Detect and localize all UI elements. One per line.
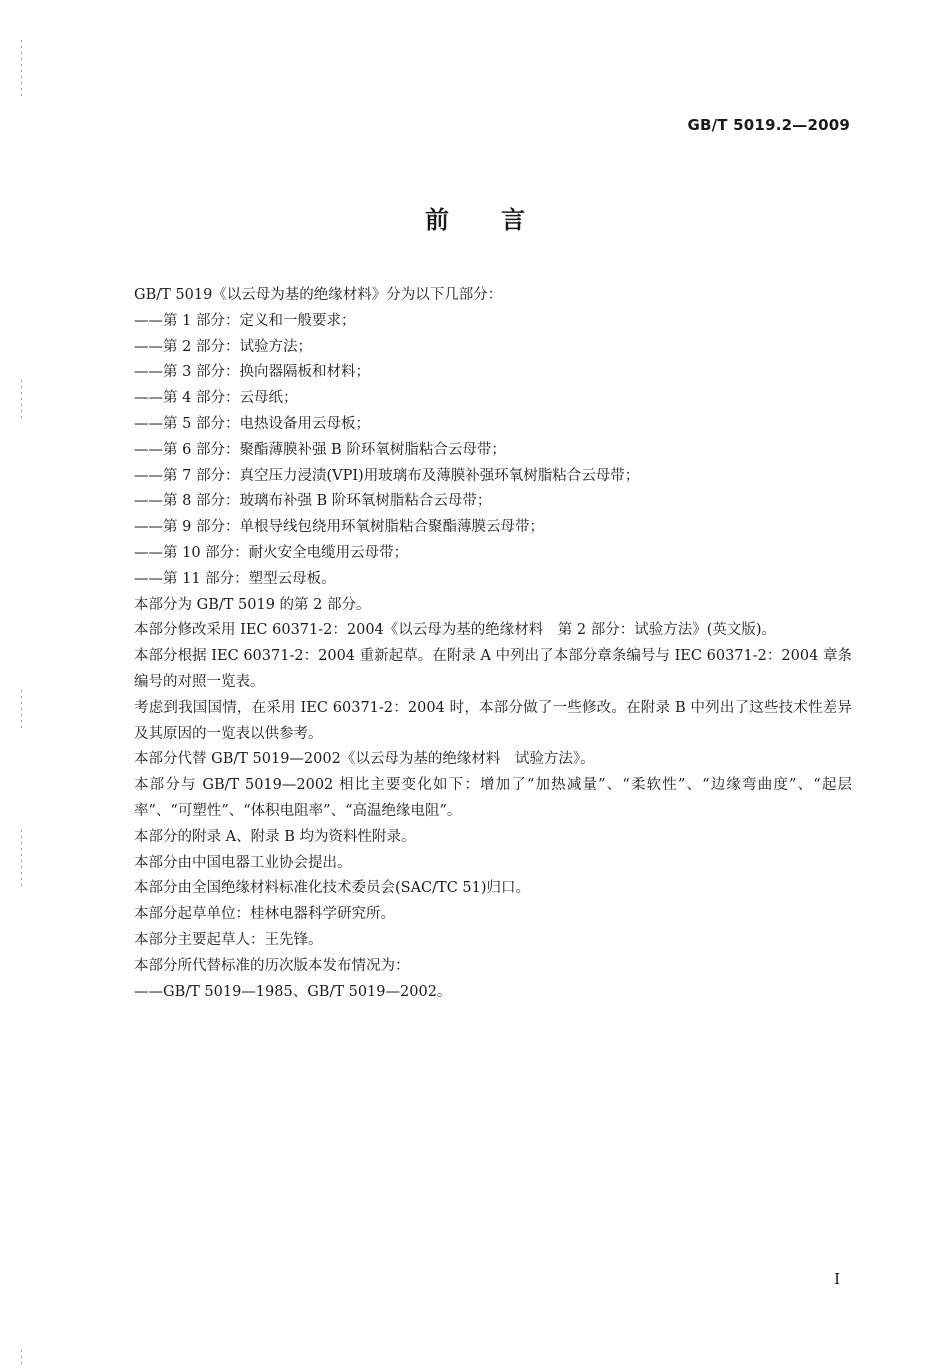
binding-mark <box>21 380 22 420</box>
paragraph: ——第 9 部分：单根导线包绕用环氧树脂粘合聚酯薄膜云母带； <box>134 519 544 536</box>
paragraph: ——第 8 部分：玻璃布补强 B 阶环氧树脂粘合云母带； <box>134 493 492 510</box>
page-title: 前言 <box>425 206 577 234</box>
paragraph: 本部分的附录 A、附录 B 均为资料性附录。 <box>134 828 416 845</box>
paragraph: 本部分与 GB/T 5019—2002 相比主要变化如下：增加了“加热减量”、“柔软性”、“边缘弯曲度”、“起层率”、“可塑性”、“体积电阻率”、“高温绝缘电阻”。 <box>134 777 852 819</box>
standard-code: GB/T 5019.2—2009 <box>687 116 850 134</box>
binding-mark <box>21 1350 22 1365</box>
paragraph: ——第 6 部分：聚酯薄膜补强 B 阶环氧树脂粘合云母带； <box>134 441 506 458</box>
paragraph: 本部分代替 GB/T 5019—2002《以云母为基的绝缘材料 试验方法》。 <box>134 751 595 768</box>
paragraph: 本部分所代替标准的历次版本发布情况为： <box>134 957 410 974</box>
binding-mark <box>21 830 22 890</box>
paragraph: 本部分由全国绝缘材料标准化技术委员会(SAC/TC 51)归口。 <box>134 880 531 897</box>
paragraph: ——第 7 部分：真空压力浸渍(VPI)用玻璃布及薄膜补强环氧树脂粘合云母带； <box>134 467 640 484</box>
paragraph: GB/T 5019《以云母为基的绝缘材料》分为以下几部分： <box>134 287 503 303</box>
paragraph: ——第 10 部分：耐火安全电缆用云母带； <box>134 544 409 561</box>
binding-mark <box>21 40 22 100</box>
paragraph: ——第 4 部分：云母纸； <box>134 390 298 407</box>
paragraph: ——第 5 部分：电热设备用云母板； <box>134 415 370 432</box>
paragraph: ——GB/T 5019—1985、GB/T 5019—2002。 <box>134 983 452 1000</box>
paragraph: 本部分为 GB/T 5019 的第 2 部分。 <box>134 596 371 613</box>
paragraph: ——第 3 部分：换向器隔板和材料； <box>134 364 370 381</box>
binding-mark <box>21 690 22 730</box>
paragraph: 本部分根据 IEC 60371-2：2004 重新起草。在附录 A 中列出了本部分章条编号与 IEC 60371-2：2004 章条编号的对照一览表。 <box>134 648 852 690</box>
foreword-body <box>98 283 852 1005</box>
paragraph: 考虑到我国国情，在采用 IEC 60371-2：2004 时，本部分做了一些修改。在附录 B 中列出了这些技术性差异及其原因的一览表以供参考。 <box>134 699 852 742</box>
paragraph: 本部分修改采用 IEC 60371-2：2004《以云母为基的绝缘材料 第 2 部分：试验方法》(英文版)。 <box>134 622 777 639</box>
paragraph: 本部分起草单位：桂林电器科学研究所。 <box>134 906 395 923</box>
paragraph: ——第 2 部分：试验方法； <box>134 338 312 355</box>
paragraph: 本部分主要起草人：王先锋。 <box>134 931 323 948</box>
paragraph: ——第 1 部分：定义和一般要求； <box>134 312 356 329</box>
paragraph: 本部分由中国电器工业协会提出。 <box>134 854 352 871</box>
page-number: I <box>834 1270 840 1288</box>
paragraph: ——第 11 部分：塑型云母板。 <box>134 570 336 587</box>
